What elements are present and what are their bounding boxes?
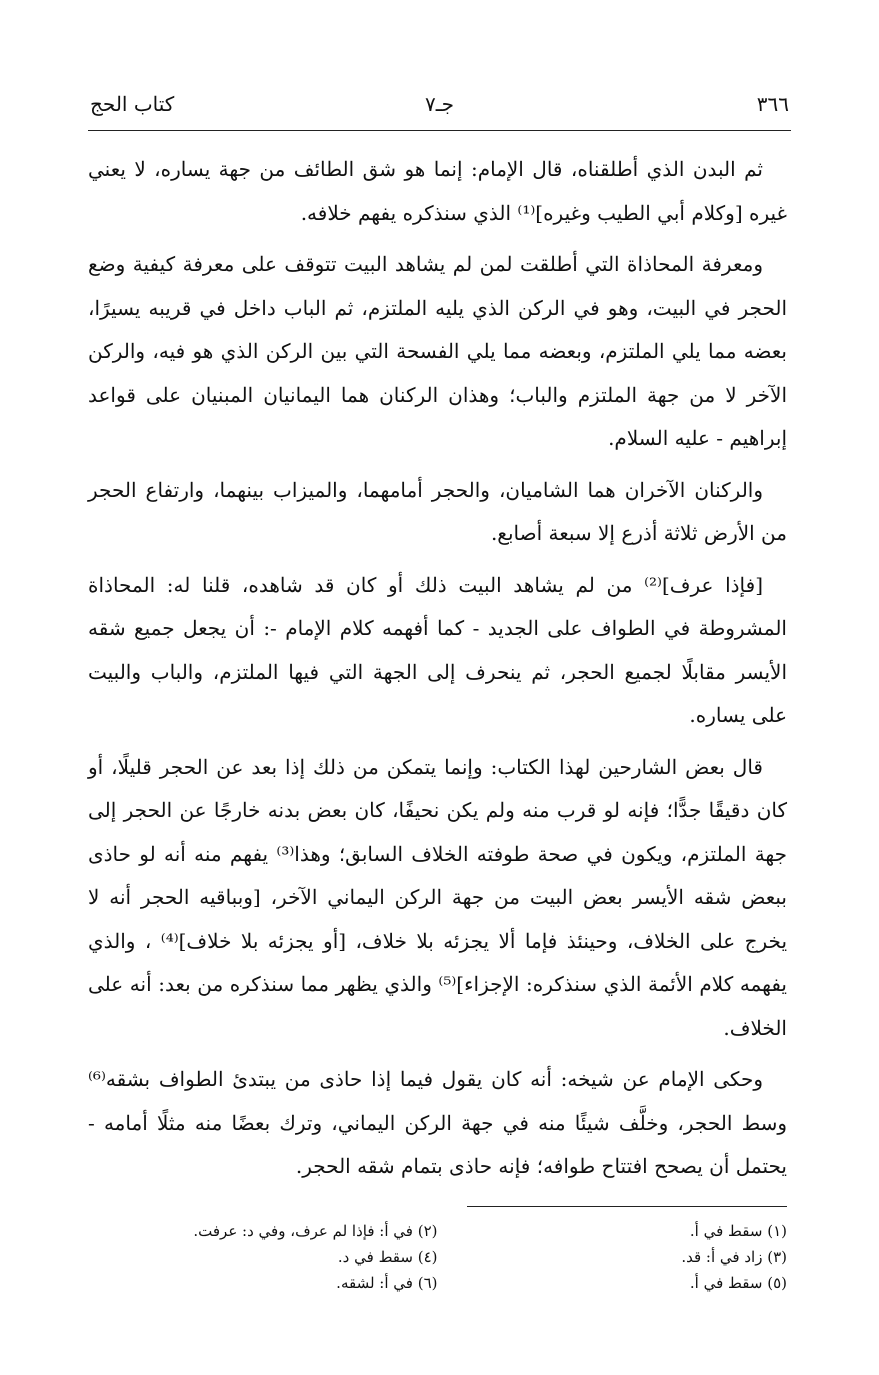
footnote: (٤) سقط في د. — [337, 1248, 438, 1266]
footnotes — [88, 1218, 787, 1296]
running-header — [90, 92, 789, 122]
paragraph: قال بعض الشارحين لهذا الكتاب: وإنما يتمكن من ذلك إذا بعد عن الحجر قليلًا، أو كان دقيقًا جدًّا؛ فإنه لو قرب منه ولم يكن نحيفًا، كان بعض بدنه خارجًا عن الحجر إلى جهة الملتزم، ويكون في صحة طوفته الخلاف السابق؛ وهذا⁽³⁾ يفهم منه أنه لو حاذى ببعض شقه الأيسر بعض البيت من جهة الركن اليماني الآخر، [وبباقيه الحجر أنه لا يخرج على الخلاف، وحينئذ فإما ألا يجزئه بلا خلاف، [أو يجزئه بلا خلاف]⁽⁴⁾ ، والذي يفهمه كلام الأئمة الذي سنذكره: الإجزاء]⁽⁵⁾ والذي يظهر مما سنذكره من بعد: أنه على الخلاف. — [88, 754, 788, 1040]
header-divider — [88, 130, 791, 131]
volume-label: جـ٧ — [425, 92, 454, 116]
paragraph: ومعرفة المحاذاة التي أطلقت لمن لم يشاهد البيت تتوقف على معرفة كيفية وضع الحجر في البيت، وهو في الركن الذي يليه الملتزم، ثم الباب داخل في قريبه يسيرًا، بعضه مما يلي الملتزم، وبعضه مما يلي الفسحة التي بين الركن الذي هو فيه، والركن الآخر لا من جهة الملتزم والباب؛ وهذان الركنان هما اليمانيان المبنيان على قواعد إبراهيم - عليه السلام. — [88, 252, 787, 450]
paragraph: ثم البدن الذي أطلقناه، قال الإمام: إنما هو شق الطائف من جهة يساره، لا يعني غيره [وكلام أبي الطيب وغيره]⁽¹⁾ الذي سنذكره يفهم خلافه. — [88, 157, 787, 225]
main-text — [88, 148, 787, 1197]
footnote: (١) سقط في أ. — [689, 1222, 787, 1240]
book-title: كتاب الحج — [90, 92, 175, 116]
footnote-divider — [467, 1206, 787, 1207]
paragraph: وحكى الإمام عن شيخه: أنه كان يقول فيما إذا حاذى من يبتدئ الطواف بشقه⁽⁶⁾ وسط الحجر، وخلَّف شيئًا منه في جهة الركن اليماني، وترك بعضًا منه مثلًا أمامه - يحتمل أن يصحح افتتاح طوافه؛ فإنه حاذى بتمام شقه الحجر. — [88, 1067, 787, 1178]
page-number: ٣٦٦ — [756, 92, 789, 116]
footnote: (٢) في أ: فإذا لم عرف، وفي د: عرفت. — [193, 1222, 438, 1240]
footnote: (٦) في أ: لشقه. — [336, 1274, 438, 1292]
paragraph: والركنان الآخران هما الشاميان، والحجر أمامهما، والميزاب بينهما، وارتفاع الحجر من الأرض ثلاثة أذرع إلا سبعة أصابع. — [88, 477, 787, 545]
footnote: (٣) زاد في أ: قد. — [681, 1248, 787, 1266]
footnote: (٥) سقط في أ. — [689, 1274, 787, 1292]
paragraph: [فإذا عرف]⁽²⁾ من لم يشاهد البيت ذلك أو كان قد شاهده، قلنا له: المحاذاة المشروطة في الطواف على الجديد - كما أفهمه كلام الإمام -: أن يجعل جميع شقه الأيسر مقابلًا لجميع الحجر، ثم ينحرف إلى الجهة التي فيها الملتزم، والباب والبيت على يساره. — [88, 572, 787, 727]
